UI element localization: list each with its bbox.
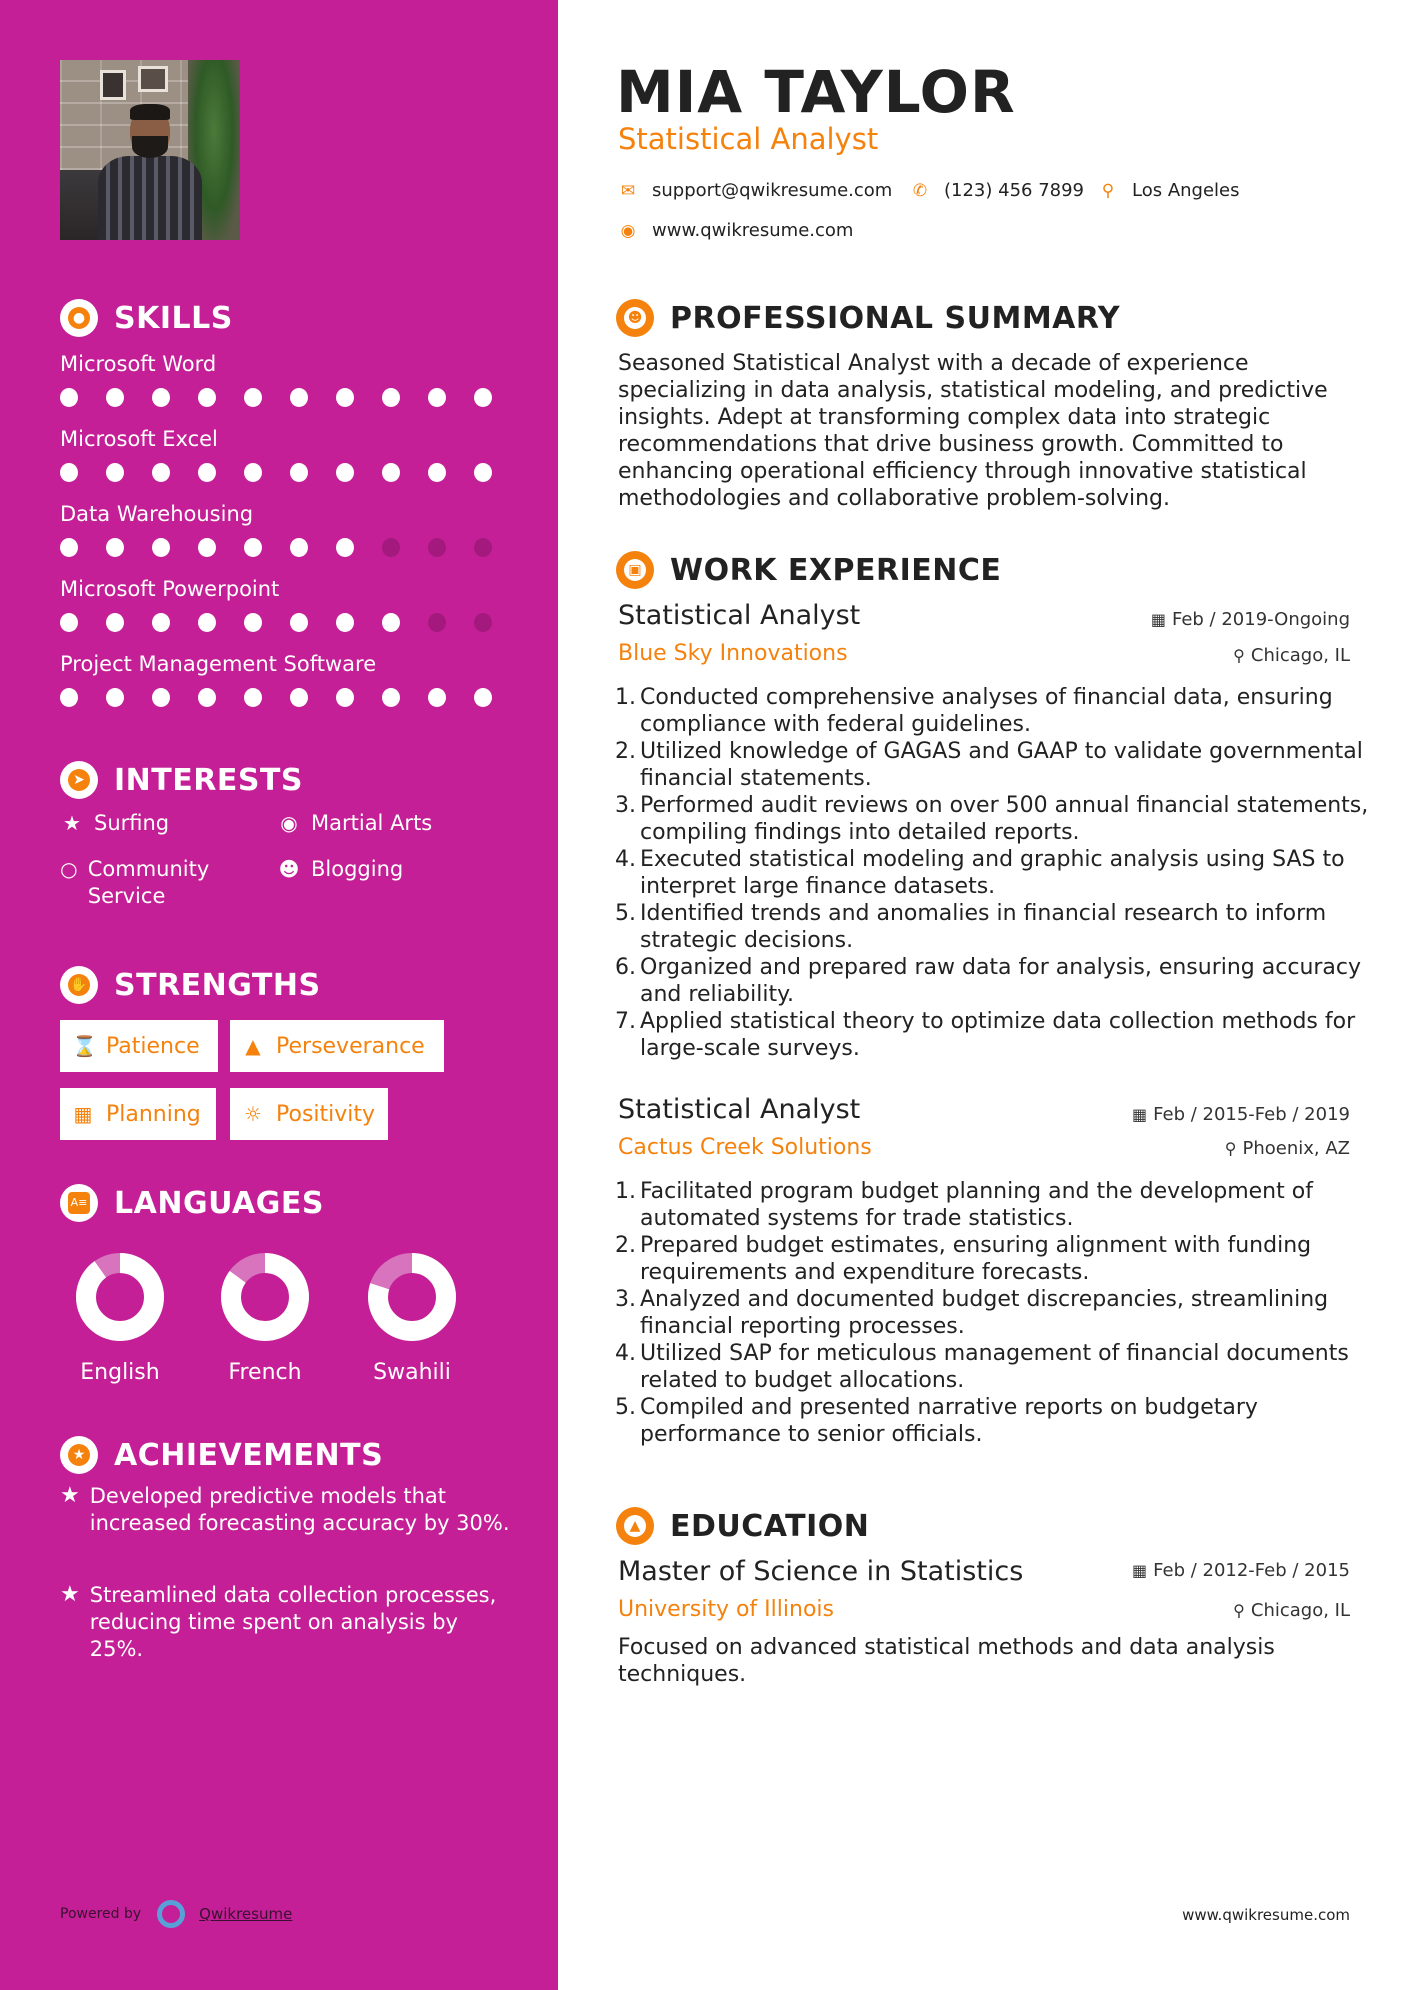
degree-title: Master of Science in Statistics: [618, 1556, 1024, 1587]
languages-title: LANGUAGES: [114, 1185, 324, 1221]
qwikresume-logo-icon: [157, 1900, 185, 1928]
rating-dot: [428, 538, 446, 557]
school-name: University of Illinois: [618, 1597, 834, 1622]
rating-dot: [336, 463, 354, 482]
bullet-text: Executed statistical modeling and graphic analysis using SAS to interpret large finance datasets.: [640, 847, 1345, 899]
rating-dot: [106, 463, 124, 482]
strength-badge: ☼ Positivity: [230, 1088, 388, 1140]
experience-heading: [616, 550, 1001, 590]
pin-icon: ⚲: [1233, 646, 1245, 665]
rating-dot: [60, 463, 78, 482]
contact-website[interactable]: ◉ www.qwikresume.com: [618, 220, 853, 241]
language-icon: A≡: [60, 1184, 98, 1222]
rating-dot: [106, 388, 124, 407]
achievement-item: ★ Developed predictive models that increased forecasting accuracy by 30%.: [60, 1483, 510, 1535]
rating-dot: [428, 388, 446, 407]
rating-dot: [106, 613, 124, 632]
rating-dot: [382, 688, 400, 707]
rating-dot: [474, 463, 492, 482]
bullet-item: [610, 1232, 1370, 1286]
rating-dot: [244, 538, 262, 557]
strength-badge: ▦ Planning: [60, 1088, 216, 1140]
rating-dot: [382, 463, 400, 482]
main-content: [558, 0, 1407, 1990]
rating-dot: [60, 538, 78, 557]
bullet-item: [610, 1178, 1370, 1232]
bullet-number: 2.: [615, 739, 636, 764]
bullet-text: Facilitated program budget planning and the development of automated systems for trade statistics.: [640, 1179, 1313, 1231]
job-title: Statistical Analyst: [618, 1094, 861, 1125]
rating-dot: [198, 613, 216, 632]
bullet-item: [610, 684, 1370, 738]
rating-dot: [290, 613, 308, 632]
star-badge-icon: ★: [60, 1436, 98, 1474]
bullet-text: Prepared budget estimates, ensuring alignment with funding requirements and expenditure forecasts.: [640, 1233, 1312, 1285]
bullet-number: 2.: [615, 1233, 636, 1258]
skill-rating: [60, 463, 520, 482]
sidebar: [0, 0, 558, 1990]
users-icon: ☻: [278, 857, 300, 881]
rating-dot: [198, 538, 216, 557]
rating-dot: [382, 388, 400, 407]
job-location: ⚲ Chicago, IL: [1233, 645, 1350, 666]
rating-dot: [152, 688, 170, 707]
rating-dot: [336, 613, 354, 632]
calendar-icon: ▦: [1132, 1561, 1148, 1580]
rating-dot: [198, 463, 216, 482]
skill-name: Data Warehousing: [60, 502, 254, 526]
pin-icon: ⚲: [1233, 1601, 1245, 1620]
rating-dot: [152, 463, 170, 482]
rating-dot: [428, 613, 446, 632]
education-heading: [616, 1506, 869, 1546]
footer-url[interactable]: www.qwikresume.com: [1182, 1906, 1350, 1924]
bullet-text: Performed audit reviews on over 500 annual financial statements, compiling findings into detailed reports.: [640, 793, 1369, 845]
skill-rating: [60, 388, 520, 407]
road-icon: ▲: [245, 1034, 261, 1058]
skill-rating: [60, 613, 520, 632]
globe-icon: ◉: [280, 811, 298, 835]
rating-dot: [474, 688, 492, 707]
globe-icon: ◉: [620, 220, 636, 241]
interest-item: ★ Surfing: [60, 810, 169, 837]
language-item: [60, 1252, 180, 1385]
star-icon: ★: [63, 811, 81, 835]
education-location: ⚲ Chicago, IL: [1233, 1600, 1350, 1621]
bullet-number: 7.: [615, 1009, 636, 1034]
bullet-text: Identified trends and anomalies in financial research to inform strategic decisions.: [640, 901, 1327, 953]
rating-dot: [244, 463, 262, 482]
education-title: EDUCATION: [670, 1508, 870, 1544]
language-item: [352, 1252, 472, 1385]
envelope-icon: ✉: [620, 180, 636, 201]
contact-email[interactable]: ✉ support@qwikresume.com: [618, 180, 892, 201]
rating-dot: [198, 688, 216, 707]
graduation-cap-icon: ▲: [616, 1507, 654, 1545]
achievements-heading: [60, 1435, 383, 1475]
bullet-number: 5.: [615, 1395, 636, 1420]
rating-dot: [60, 613, 78, 632]
user-icon: ☻: [616, 299, 654, 337]
bullet-text: Utilized knowledge of GAGAS and GAAP to validate governmental financial statements.: [640, 739, 1363, 791]
job-company: Cactus Creek Solutions: [618, 1135, 872, 1160]
pin-icon: ⚲: [1224, 1139, 1237, 1158]
bullet-item: [610, 900, 1370, 954]
bullet-number: 4.: [615, 847, 636, 872]
skills-title: SKILLS: [114, 300, 233, 336]
skill-name: Microsoft Excel: [60, 427, 218, 451]
calendar-icon: ▦: [1150, 610, 1166, 629]
rating-dot: [290, 688, 308, 707]
skill-item: [60, 577, 520, 632]
rating-dot: [474, 538, 492, 557]
brand-link[interactable]: Qwikresume: [199, 1905, 293, 1923]
strengths-title: STRENGTHS: [114, 967, 321, 1003]
rating-dot: [60, 388, 78, 407]
interest-item: ◉ Martial Arts: [277, 810, 432, 837]
language-donut: [75, 1252, 165, 1342]
bullet-text: Compiled and presented narrative reports on budgetary performance to senior officials.: [640, 1395, 1258, 1447]
sun-icon: ☼: [244, 1102, 262, 1126]
powered-by: Powered by Qwikresume: [60, 1900, 292, 1928]
rating-dot: [106, 538, 124, 557]
skill-item: [60, 652, 520, 707]
hourglass-icon: ⌛: [72, 1034, 97, 1058]
language-item: [205, 1252, 325, 1385]
interest-item: ☻ Blogging: [278, 857, 404, 881]
job-bullets: [610, 684, 1370, 1062]
language-donut: [220, 1252, 310, 1342]
interests-title: INTERESTS: [114, 762, 303, 798]
strength-badge: ▲ Perseverance: [230, 1020, 444, 1072]
bullet-item: [610, 792, 1370, 846]
skill-item: [60, 502, 520, 557]
rating-dot: [290, 463, 308, 482]
job-company: Blue Sky Innovations: [618, 641, 848, 666]
rating-dot: [428, 463, 446, 482]
paper-plane-icon: ➤: [60, 761, 98, 799]
bullet-item: [610, 1340, 1370, 1394]
calendar-icon: ▦: [73, 1102, 93, 1126]
rating-dot: [244, 388, 262, 407]
job-location: ⚲ Phoenix, AZ: [1224, 1138, 1350, 1159]
bullet-number: 5.: [615, 901, 636, 926]
bullet-text: Organized and prepared raw data for analysis, ensuring accuracy and reliability.: [640, 955, 1362, 1007]
rating-dot: [152, 388, 170, 407]
job-date: ▦ Feb / 2015-Feb / 2019: [1132, 1104, 1350, 1125]
summary-title: PROFESSIONAL SUMMARY: [670, 300, 1121, 336]
rating-dot: [290, 538, 308, 557]
map-marker-icon: ⚲: [1101, 180, 1115, 201]
calendar-icon: ▦: [1132, 1105, 1148, 1124]
summary-text: Seasoned Statistical Analyst with a decade of experience specializing in data analysis, statistical modeling, and predictive insights. Adept at transforming complex data into strategic recommendations that drive business growth. Committed to enhancing operational efficiency through innovative statistical methodologies and collaborative problem-solving.: [618, 351, 1328, 511]
profile-photo: [60, 60, 240, 240]
rating-dot: [198, 388, 216, 407]
rating-dot: [106, 688, 124, 707]
skill-rating: [60, 538, 520, 557]
skill-rating: [60, 688, 520, 707]
rating-dot: [244, 613, 262, 632]
rating-dot: [474, 613, 492, 632]
achievement-item: ★ Streamlined data collection processes, reducing time spent on analysis by 25%.: [60, 1582, 497, 1661]
bullet-number: 3.: [615, 793, 636, 818]
interest-item: ○ Community Service: [60, 857, 210, 908]
rating-dot: [382, 613, 400, 632]
bullet-item: [610, 846, 1370, 900]
rating-dot: [336, 388, 354, 407]
bullet-number: 3.: [615, 1287, 636, 1312]
rating-dot: [382, 538, 400, 557]
experience-title: WORK EXPERIENCE: [670, 552, 1002, 588]
donut-fill: [86, 1263, 154, 1331]
summary-heading: [616, 298, 1120, 338]
bullet-text: Applied statistical theory to optimize data collection methods for large-scale surveys.: [640, 1009, 1356, 1061]
bullet-number: 6.: [615, 955, 636, 980]
bullet-item: [610, 738, 1370, 792]
bullet-text: Analyzed and documented budget discrepancies, streamlining financial reporting processes.: [640, 1287, 1329, 1339]
education-description: Focused on advanced statistical methods and data analysis techniques.: [618, 1635, 1275, 1687]
job-bullets: [610, 1178, 1370, 1448]
interests-heading: [60, 760, 303, 800]
language-name: French: [228, 1360, 302, 1385]
rating-dot: [60, 688, 78, 707]
bullet-item: [610, 1008, 1370, 1062]
briefcase-icon: ▣: [616, 551, 654, 589]
rating-dot: [428, 688, 446, 707]
job-date: ▦ Feb / 2019-Ongoing: [1150, 609, 1350, 630]
skill-name: Microsoft Powerpoint: [60, 577, 280, 601]
languages-heading: [60, 1183, 324, 1223]
bullet-number: 1.: [615, 685, 636, 710]
bullet-number: 4.: [615, 1341, 636, 1366]
bullet-text: Utilized SAP for meticulous management of financial documents related to budget allocations.: [640, 1341, 1349, 1393]
bullet-item: [610, 954, 1370, 1008]
rating-dot: [336, 688, 354, 707]
bullet-item: [610, 1394, 1370, 1448]
rating-dot: [290, 388, 308, 407]
education-date: ▦ Feb / 2012-Feb / 2015: [1132, 1560, 1350, 1581]
skill-item: [60, 427, 520, 482]
contact-phone[interactable]: ✆ (123) 456 7899: [910, 180, 1084, 201]
rating-dot: [336, 538, 354, 557]
skill-name: Microsoft Word: [60, 352, 217, 376]
rating-dot: [244, 688, 262, 707]
language-name: English: [80, 1360, 160, 1385]
strength-badge: ⌛ Patience: [60, 1020, 218, 1072]
achievements-title: ACHIEVEMENTS: [114, 1437, 384, 1473]
shooting-star-icon: ★: [60, 1483, 80, 1508]
skills-heading: [60, 298, 233, 338]
bullet-text: Conducted comprehensive analyses of financial data, ensuring compliance with federal guidelines.: [640, 685, 1333, 737]
hand-icon: ○: [60, 857, 78, 881]
strengths-heading: [60, 965, 321, 1005]
candidate-name: MIA TAYLOR: [616, 58, 1016, 126]
skill-item: [60, 352, 520, 407]
lightbulb-icon: ●: [60, 299, 98, 337]
skill-name: Project Management Software: [60, 652, 377, 676]
job-title: Statistical Analyst: [618, 600, 861, 631]
rating-dot: [152, 613, 170, 632]
language-donut: [367, 1252, 457, 1342]
bullet-item: [610, 1286, 1370, 1340]
fist-icon: ✋: [60, 966, 98, 1004]
candidate-role: Statistical Analyst: [618, 122, 879, 156]
rating-dot: [474, 388, 492, 407]
phone-icon: ✆: [912, 180, 928, 201]
shooting-star-icon: ★: [60, 1582, 80, 1607]
contact-location: ⚲ Los Angeles: [1098, 180, 1240, 201]
bullet-number: 1.: [615, 1179, 636, 1204]
language-name: Swahili: [373, 1360, 451, 1385]
rating-dot: [152, 538, 170, 557]
